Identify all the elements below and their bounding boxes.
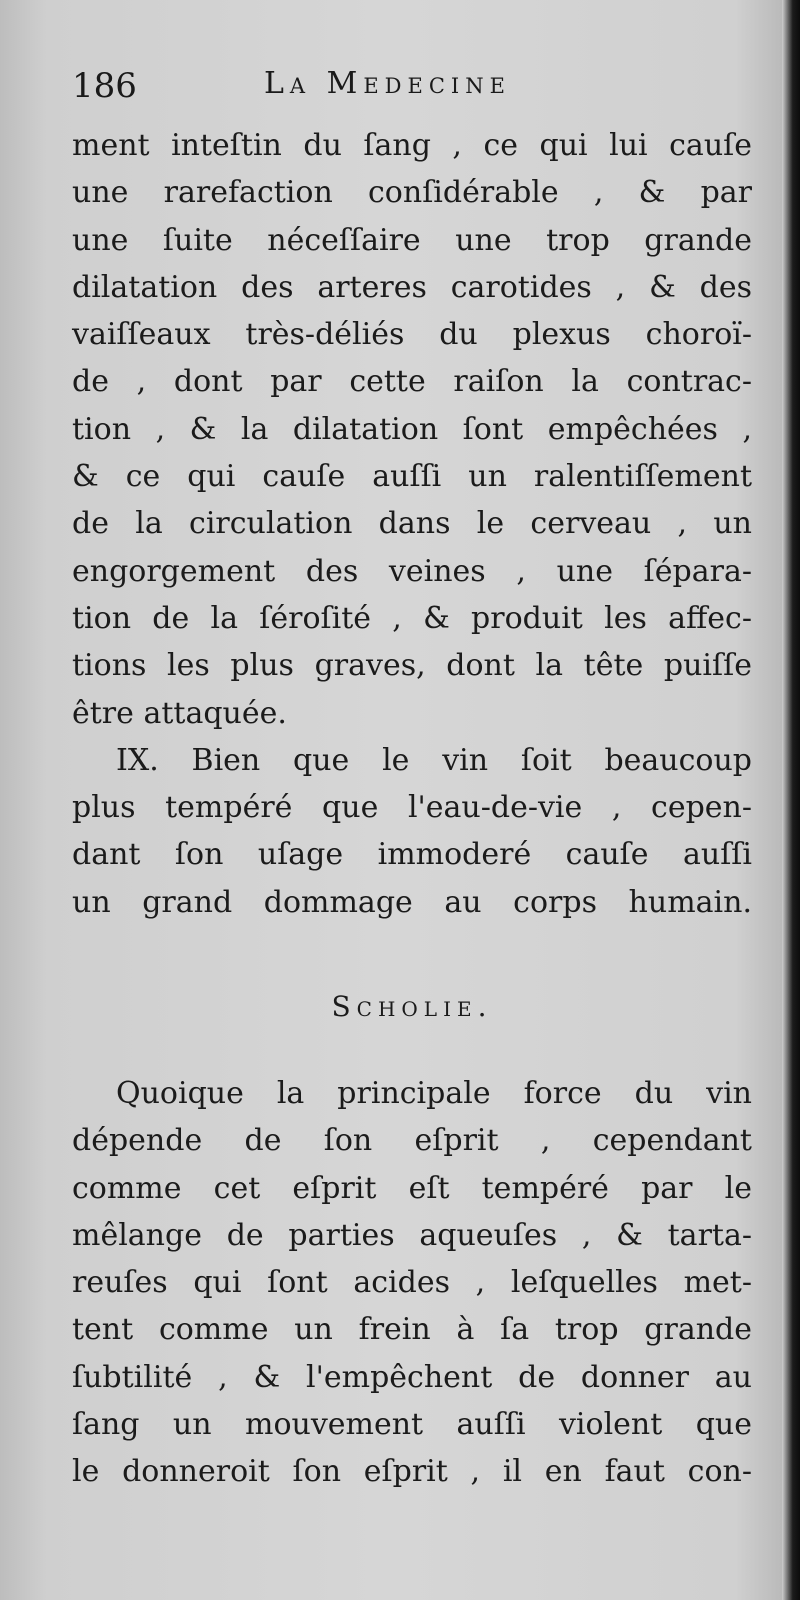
- text-line: le donneroit ſon eſprit , il en faut con-: [72, 1454, 752, 1490]
- main-text: [72, 122, 752, 926]
- text-line: mêlange de parties aqueuſes , & tarta-: [72, 1217, 752, 1253]
- page-number: 186: [72, 66, 137, 106]
- text-line: ſang un mouvement auſſi violent que: [72, 1407, 752, 1443]
- text-line: plus tempéré que l'eau-de-vie , cepen-: [72, 790, 752, 826]
- text-line: vaiſſeaux très-déliés du plexus choroï-: [72, 317, 752, 353]
- text-line: engorgement des veines , une ſépara-: [72, 553, 752, 589]
- page-edge: [782, 0, 800, 1600]
- running-head: [72, 60, 762, 120]
- text-line: de la circulation dans le cerveau , un: [72, 506, 752, 542]
- text-line: comme cet eſprit eſt tempéré par le: [72, 1170, 752, 1206]
- text-line: IX. Bien que le vin ſoit beaucoup: [116, 742, 752, 778]
- text-line: ſubtilité , & l'empêchent de donner au: [72, 1359, 752, 1395]
- text-line: dant ſon uſage immoderé cauſe auſſi: [72, 837, 752, 873]
- text-line: reuſes qui ſont acides , leſquelles met-: [72, 1265, 752, 1301]
- text-line: tion de la ſéroſité , & produit les affec-: [72, 600, 752, 636]
- text-line: tions les plus graves, dont la tête puiſſe: [72, 648, 752, 684]
- text-line: tent comme un frein à ſa trop grande: [72, 1312, 752, 1348]
- text-line: dépende de ſon eſprit , cependant: [72, 1123, 752, 1159]
- text-line: une rarefaction conſidérable , & par: [72, 175, 752, 211]
- text-line: tion , & la dilatation ſont empêchées ,: [72, 411, 752, 447]
- text-line: de , dont par cette raiſon la contrac-: [72, 364, 752, 400]
- text-line: une ſuite néceſſaire une trop grande: [72, 222, 752, 258]
- text-line: Quoique la principale force du vin: [116, 1076, 752, 1111]
- text-line: être attaquée.: [72, 695, 287, 731]
- running-title: La Medecine: [264, 66, 511, 101]
- section-heading: Scholie.: [331, 990, 493, 1023]
- text-line: un grand dommage au corps humain.: [72, 884, 752, 920]
- text-line: dilatation des arteres carotides , & des: [72, 269, 752, 305]
- text-line: ment inteſtin du ſang , ce qui lui cauſe: [72, 128, 752, 163]
- text-line: & ce qui cauſe auſſi un ralentiſſement: [72, 459, 752, 495]
- scholie-text: [72, 1070, 752, 1496]
